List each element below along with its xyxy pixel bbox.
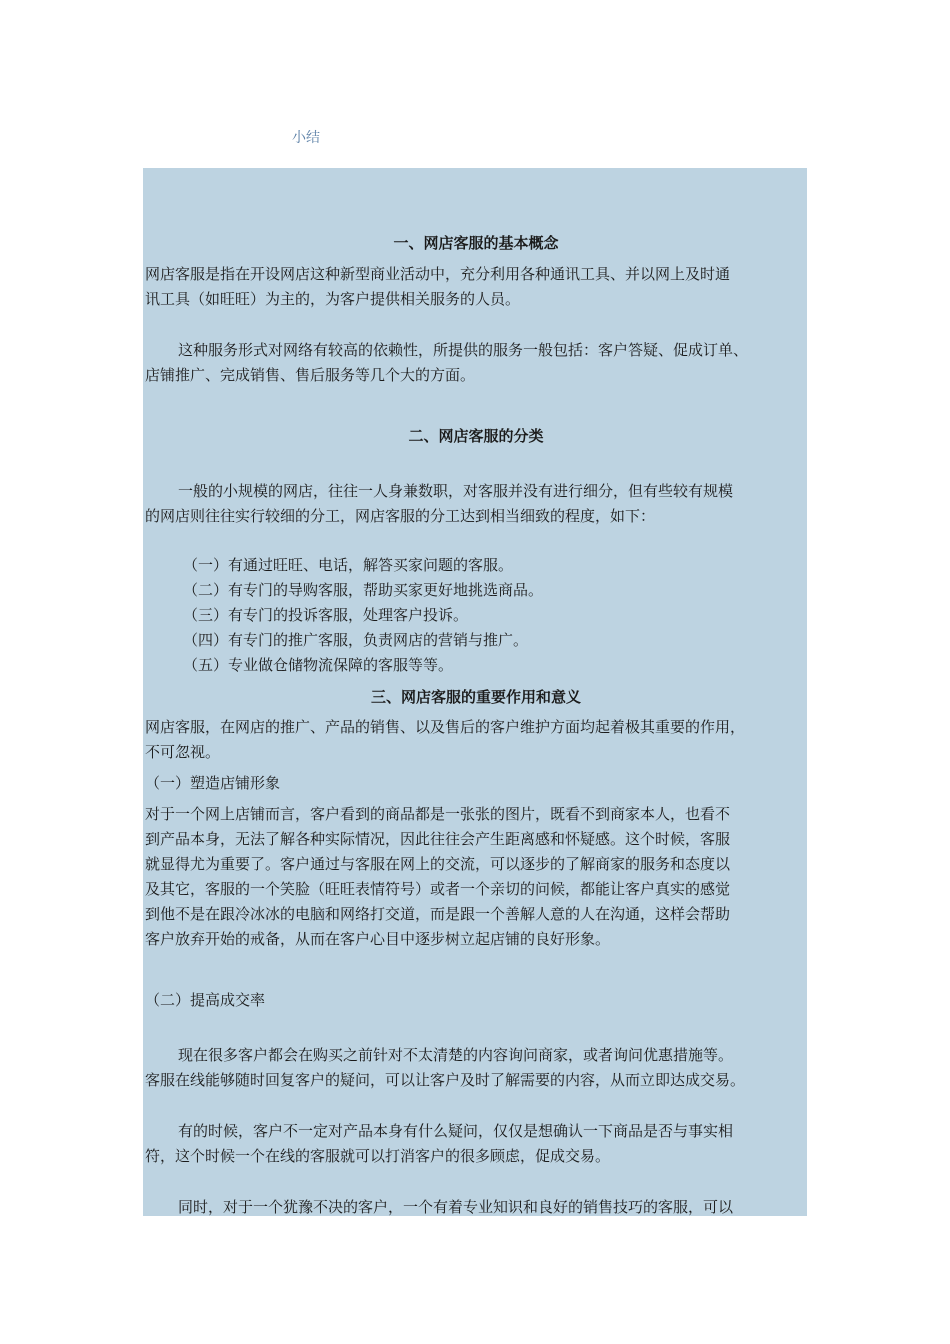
paragraph-line: 这种服务形式对网络有较高的依赖性，所提供的服务一般包括：客户答疑、促成订单、 bbox=[178, 341, 749, 359]
paragraph-line: 现在很多客户都会在购买之前针对不太清楚的内容询问商家，或者询问优惠措施等。 bbox=[178, 1046, 734, 1064]
list-item: （二）有专门的导购客服，帮助买家更好地挑选商品。 bbox=[183, 581, 544, 599]
paragraph-line: 网店客服，在网店的推广、产品的销售、以及售后的客户维护方面均起着极其重要的作用， bbox=[145, 718, 746, 736]
paragraph-line: 到产品本身，无法了解各种实际情况，因此往往会产生距离感和怀疑感。这个时候，客服 bbox=[145, 830, 731, 848]
content-panel bbox=[143, 168, 807, 1216]
paragraph-line: 对于一个网上店铺而言，客户看到的商品都是一张张的图片，既看不到商家本人，也看不 bbox=[145, 805, 731, 823]
paragraph-line: 网店客服是指在开设网店这种新型商业活动中，充分利用各种通讯工具、并以网上及时通 bbox=[145, 265, 731, 283]
subheading: （二）提高成交率 bbox=[145, 991, 266, 1009]
section-heading-2: 二、网店客服的分类 bbox=[408, 427, 544, 445]
paragraph-line: 客服在线能够随时回复客户的疑问，可以让客户及时了解需要的内容，从而立即达成交易。 bbox=[145, 1071, 746, 1089]
list-item: （四）有专门的推广客服，负责网店的营销与推广。 bbox=[183, 631, 529, 649]
subheading: （一）塑造店铺形象 bbox=[145, 774, 281, 792]
paragraph-line: 讯工具（如旺旺）为主的，为客户提供相关服务的人员。 bbox=[145, 290, 521, 308]
paragraph-line: 到他不是在跟冷冰冰的电脑和网络打交道，而是跟一个善解人意的人在沟通，这样会帮助 bbox=[145, 905, 731, 923]
paragraph-line: 一般的小规模的网店，往往一人身兼数职，对客服并没有进行细分，但有些较有规模 bbox=[178, 482, 734, 500]
section-heading-1: 一、网店客服的基本概念 bbox=[393, 234, 559, 252]
paragraph-line: 店铺推广、完成销售、售后服务等几个大的方面。 bbox=[145, 366, 476, 384]
paragraph-line: 有的时候，客户不一定对产品本身有什么疑问，仅仅是想确认一下商品是否与事实相 bbox=[178, 1122, 734, 1140]
paragraph-line: 不可忽视。 bbox=[145, 743, 221, 761]
paragraph-line: 的网店则往往实行较细的分工，网店客服的分工达到相当细致的程度，如下： bbox=[145, 507, 656, 525]
paragraph-line: 符，这个时候一个在线的客服就可以打消客户的很多顾虑，促成交易。 bbox=[145, 1147, 611, 1165]
paragraph-line: 及其它，客服的一个笑脸（旺旺表情符号）或者一个亲切的问候，都能让客户真实的感觉 bbox=[145, 880, 731, 898]
summary-link[interactable]: 小结 bbox=[292, 130, 320, 146]
paragraph-line: 就显得尤为重要了。客户通过与客服在网上的交流，可以逐步的了解商家的服务和态度以 bbox=[145, 855, 731, 873]
list-item: （五）专业做仓储物流保障的客服等等。 bbox=[183, 656, 454, 674]
section-heading-3: 三、网店客服的重要作用和意义 bbox=[370, 688, 581, 706]
list-item: （三）有专门的投诉客服，处理客户投诉。 bbox=[183, 606, 469, 624]
paragraph-line: 同时，对于一个犹豫不决的客户，一个有着专业知识和良好的销售技巧的客服，可以 bbox=[178, 1198, 734, 1216]
paragraph-line: 客户放弃开始的戒备，从而在客户心目中逐步树立起店铺的良好形象。 bbox=[145, 930, 611, 948]
list-item: （一）有通过旺旺、电话，解答买家问题的客服。 bbox=[183, 556, 514, 574]
